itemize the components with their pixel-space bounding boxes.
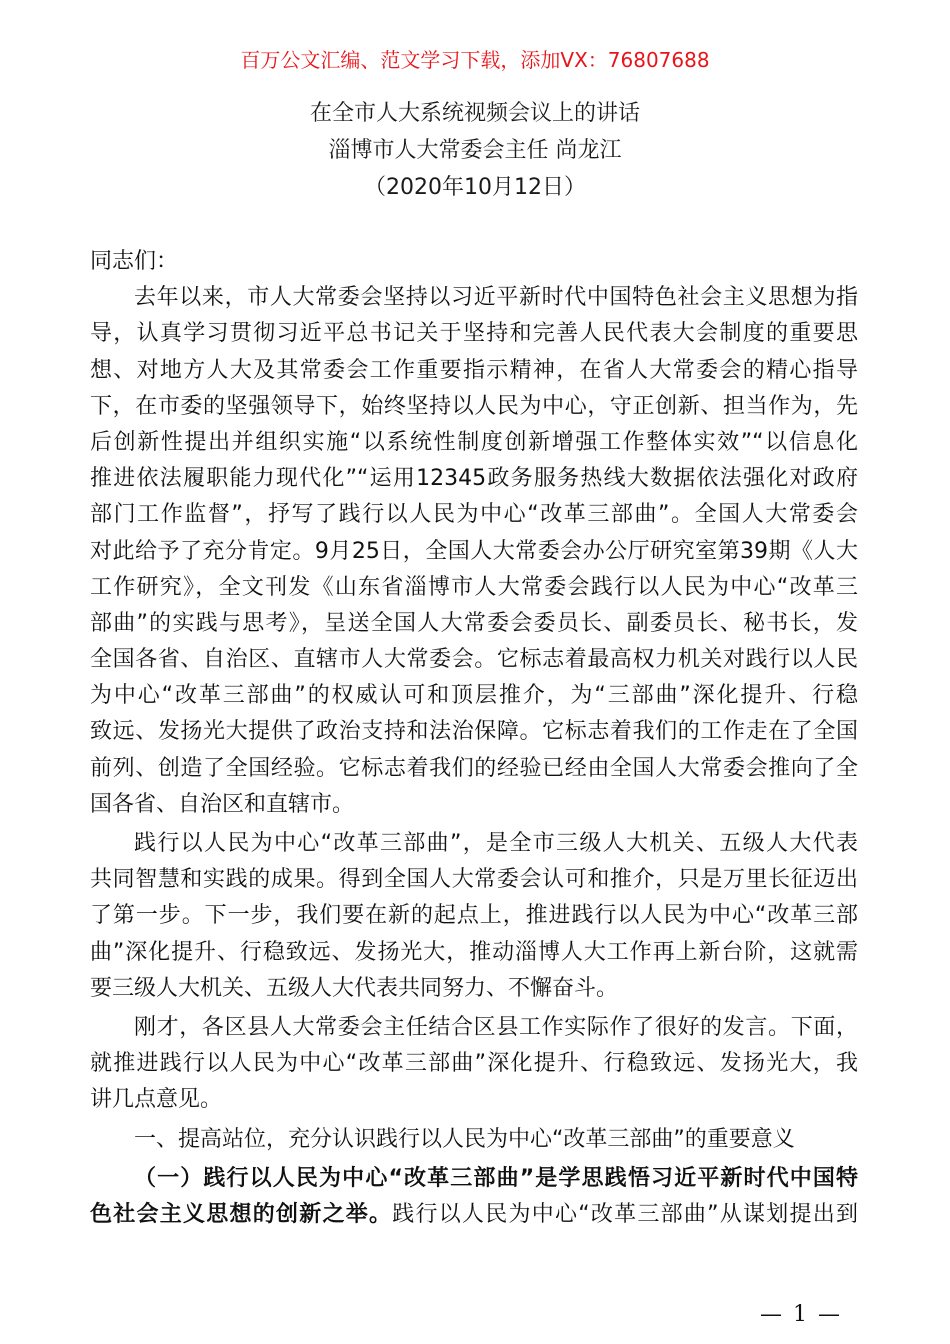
text-line: 下，在市委的坚强领导下，始终坚持以人民为中心，守正创新、担当作为，先 [90,393,858,419]
text-line: 推进依法履职能力现代化”“运用12345政务服务热线大数据依法强化对政府 [90,466,858,492]
section-heading: 一、提高站位，充分认识践行以人民为中心“改革三部曲”的重要意义 [134,1126,795,1152]
text-line: 曲”深化提升、行稳致远、发扬光大，推动淄博人大工作再上新台阶，这就需 [90,939,858,965]
text-line: 去年以来，市人大常委会坚持以习近平新时代中国特色社会主义思想为指 [134,285,858,311]
subsection-heading-line: （一）践行以人民为中心“改革三部曲”是学思践悟习近平新时代中国特 [134,1165,858,1191]
text-line: 就推进践行以人民为中心“改革三部曲”深化提升、行稳致远、发扬光大，我 [90,1051,858,1077]
watermark-banner: 百万公文汇编、范文学习下载，添加VX：76807688 [240,48,710,72]
text-line: 后创新性提出并组织实施“以系统性制度创新增强工作整体实效”“以信息化 [90,429,858,455]
salutation: 同志们： [90,249,179,274]
subsection-heading-tail: 色社会主义思想的创新之举。 [90,1201,393,1227]
text-line: 导，认真学习贯彻习近平总书记关于坚持和完善人民代表大会制度的重要思 [90,321,858,347]
paragraph-1 [90,280,858,823]
text-line [90,1197,858,1233]
text-line: 前列、创造了全国经验。它标志着我们的经验已经由全国人大常委会推向了全 [90,755,858,781]
text-line: 工作研究》，全文刊发《山东省淄博市人大常委会践行以人民为中心“改革三 [90,574,858,600]
page-number: — 1 — [760,1302,842,1327]
text-line: 要三级人大机关、五级人大代表共同努力、不懈奋斗。 [90,975,619,1001]
text-line: 为中心“改革三部曲”的权威认可和顶层推介，为“三部曲”深化提升、行稳 [90,683,858,709]
speech-date: （2020年10月12日） [364,175,586,200]
text-line: 践行以人民为中心“改革三部曲”，是全市三级人大机关、五级人大代表 [134,831,858,856]
paragraph-2 [90,826,858,1007]
text-line: 想、对地方人大及其常委会工作重要指示精神，在省人大常委会的精心指导 [90,357,858,383]
text-line: 共同智慧和实践的成果。得到全国人大常委会认可和推介，只是万里长征迈出 [90,867,858,893]
text-line: 讲几点意见。 [90,1087,223,1113]
text-line: 部门工作监督”，抒写了践行以人民为中心“改革三部曲”。全国人大常委会 [90,502,858,528]
text-line: 刚才，各区县人大常委会主任结合区县工作实际作了很好的发言。下面， [134,1014,858,1040]
speaker-line: 淄博市人大常委会主任 尚龙江 [328,138,622,163]
subsection-text: 践行以人民为中心“改革三部曲”从谋划提出到 [392,1201,858,1227]
text-line: 国各省、自治区和直辖市。 [90,791,355,817]
speech-title: 在全市人大系统视频会议上的讲话 [309,101,640,126]
document-body [90,244,858,1233]
text-line: 了第一步。下一步，我们要在新的起点上，推进践行以人民为中心“改革三部 [90,903,858,929]
subsection-1 [90,1161,858,1233]
text-line: 对此给予了充分肯定。9月25日，全国人大常委会办公厅研究室第39期《人大 [90,538,858,564]
text-line: 致远、发扬光大提供了政治支持和法治保障。它标志着我们的工作走在了全国 [90,719,858,745]
paragraph-3 [90,1010,858,1119]
text-line: 全国各省、自治区、直辖市人大常委会。它标志着最高权力机关对践行以人民 [90,647,858,673]
speech-title-block [0,95,950,206]
text-line: 部曲”的实践与思考》，呈送全国人大常委会委员长、副委员长、秘书长，发 [90,610,858,636]
